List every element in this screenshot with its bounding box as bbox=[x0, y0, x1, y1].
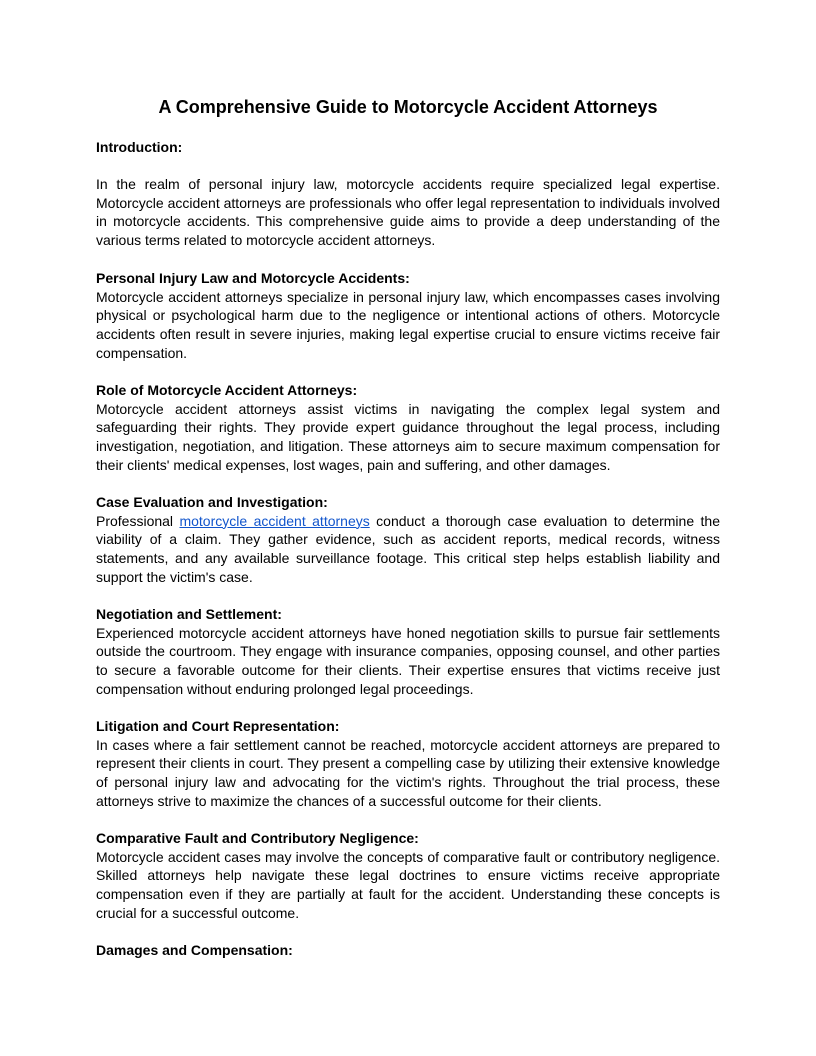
introduction-heading: Introduction: bbox=[96, 139, 183, 155]
section-role-of-attorneys bbox=[96, 381, 720, 475]
section-heading: Negotiation and Settlement: bbox=[96, 606, 282, 622]
section-heading: Damages and Compensation: bbox=[96, 942, 293, 958]
section-paragraph: Motorcycle accident attorneys specialize in personal injury law, which encompasses cases involving physical or psychological harm due to the negligence or intentional actions of others. Motorcycle accidents often result in severe injuries, making legal expertise crucial to ensure victims receive fair compensation. bbox=[96, 288, 720, 361]
introduction-paragraph: In the realm of personal injury law, motorcycle accidents require specialized legal expertise. Motorcycle accident attorneys are professionals who offer legal representation to individuals involved in motorcycle accidents. This comprehensive guide aims to provide a deep understanding of the various terms related to motorcycle accident attorneys. bbox=[96, 176, 720, 249]
section-paragraph: Motorcycle accident attorneys assist victims in navigating the complex legal system and safeguarding their rights. They provide expert guidance throughout the legal process, including investigation, negotiation, and litigation. These attorneys aim to secure maximum compensation for their clients' medical expenses, lost wages, pain and suffering, and other damages. bbox=[96, 400, 720, 473]
motorcycle-accident-attorneys-link[interactable]: motorcycle accident attorneys bbox=[179, 512, 370, 529]
section-litigation bbox=[96, 717, 720, 811]
section-heading: Personal Injury Law and Motorcycle Accidents: bbox=[96, 270, 410, 286]
section-case-evaluation bbox=[96, 493, 720, 587]
section-negotiation-settlement bbox=[96, 605, 720, 699]
section-heading: Role of Motorcycle Accident Attorneys: bbox=[96, 382, 358, 398]
page-title: A Comprehensive Guide to Motorcycle Accident Attorneys bbox=[158, 97, 658, 117]
section-paragraph: Motorcycle accident cases may involve the concepts of comparative fault or contributory negligence. Skilled attorneys help navigate these legal doctrines to ensure victims receive appropriate compensation even if they are partially at fault for the accident. Understanding these concepts is crucial for a successful outcome. bbox=[96, 848, 720, 921]
section-heading: Litigation and Court Representation: bbox=[96, 718, 340, 734]
section-heading: Comparative Fault and Contributory Negligence: bbox=[96, 830, 419, 846]
section-paragraph bbox=[96, 512, 720, 587]
section-damages-compensation bbox=[96, 941, 720, 960]
paragraph-text-after-link: conduct a thorough case evaluation to determine the viability of a claim. They gather evidence, such as accident reports, medical records, witness statements, and any available surveillance footage. This critical step helps establish liability and support the victim's case. bbox=[96, 512, 720, 585]
section-paragraph: In cases where a fair settlement cannot be reached, motorcycle accident attorneys are prepared to represent their clients in court. They present a compelling case by utilizing their extensive knowledge of personal injury law and advocating for the victim's rights. Throughout the trial process, these attorneys strive to maximize the chances of a successful outcome for their clients. bbox=[96, 736, 720, 809]
paragraph-text-before-link: Professional bbox=[96, 512, 180, 529]
introduction-section bbox=[96, 175, 720, 250]
section-comparative-fault bbox=[96, 829, 720, 923]
section-heading: Case Evaluation and Investigation: bbox=[96, 494, 328, 510]
section-paragraph: Experienced motorcycle accident attorneys have honed negotiation skills to pursue fair settlements outside the courtroom. They engage with insurance companies, opposing counsel, and other parties to secure a favorable outcome for their clients. Their expertise ensures that victims receive just compensation without enduring prolonged legal proceedings. bbox=[96, 624, 720, 697]
section-personal-injury-law bbox=[96, 269, 720, 363]
